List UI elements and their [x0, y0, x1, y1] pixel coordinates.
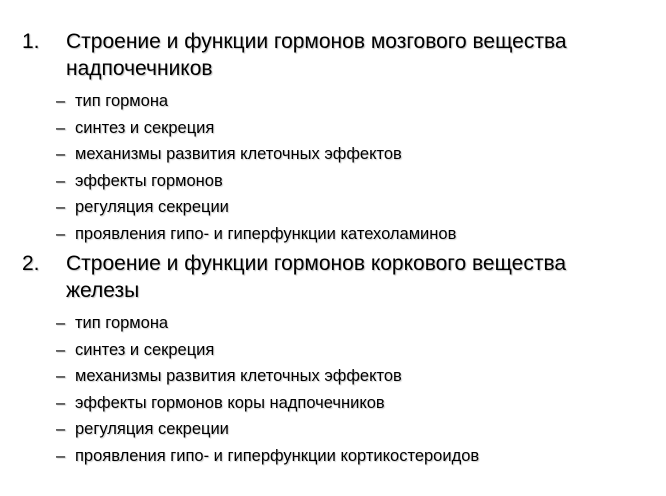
list-item [0, 88, 666, 115]
dash-bullet: – [56, 420, 66, 439]
list-item-label: эффекты гормонов [75, 171, 223, 190]
list-item-label: регуляция секреции [75, 420, 229, 439]
list-item [0, 337, 666, 364]
list-item-label: синтез и секреция [75, 340, 215, 359]
list-item [0, 168, 666, 195]
dash-bullet: – [56, 393, 66, 412]
dash-bullet: – [56, 145, 66, 164]
dash-bullet: – [56, 446, 66, 465]
section-heading [0, 28, 666, 82]
sub-item-list [0, 310, 666, 470]
list-item [0, 141, 666, 168]
list-item-label: механизмы развития клеточных эффектов [75, 145, 402, 164]
dash-bullet: – [56, 118, 66, 137]
list-item [0, 310, 666, 337]
section-1 [0, 28, 666, 248]
section-number: 2. [22, 252, 40, 275]
list-item [0, 443, 666, 470]
list-item [0, 115, 666, 142]
list-item-label: проявления гипо- и гиперфункции катехоламинов [75, 224, 457, 243]
section-heading [0, 250, 666, 304]
dash-bullet: – [56, 171, 66, 190]
list-item-label: синтез и секреция [75, 118, 215, 137]
sub-item-list [0, 88, 666, 248]
list-item [0, 363, 666, 390]
list-item-label: проявления гипо- и гиперфункции кортикостероидов [75, 446, 480, 465]
section-number: 1. [22, 30, 40, 53]
list-item [0, 221, 666, 248]
dash-bullet: – [56, 367, 66, 386]
list-item-label: регуляция секреции [75, 198, 229, 217]
dash-bullet: – [56, 340, 66, 359]
list-item [0, 416, 666, 443]
list-item-label: механизмы развития клеточных эффектов [75, 367, 402, 386]
list-item-label: тип гормона [75, 314, 169, 332]
section-title: Строение и функции гормонов коркового вещества железы [66, 252, 567, 302]
list-item-label: эффекты гормонов коры надпочечников [75, 393, 385, 412]
section-2 [0, 250, 666, 470]
section-title: Строение и функции гормонов мозгового вещества надпочечников [66, 30, 567, 80]
list-item [0, 390, 666, 417]
dash-bullet: – [56, 198, 66, 217]
dash-bullet: – [56, 92, 66, 110]
dash-bullet: – [56, 314, 66, 332]
list-item [0, 194, 666, 221]
list-item-label: тип гормона [75, 92, 169, 110]
dash-bullet: – [56, 224, 66, 243]
